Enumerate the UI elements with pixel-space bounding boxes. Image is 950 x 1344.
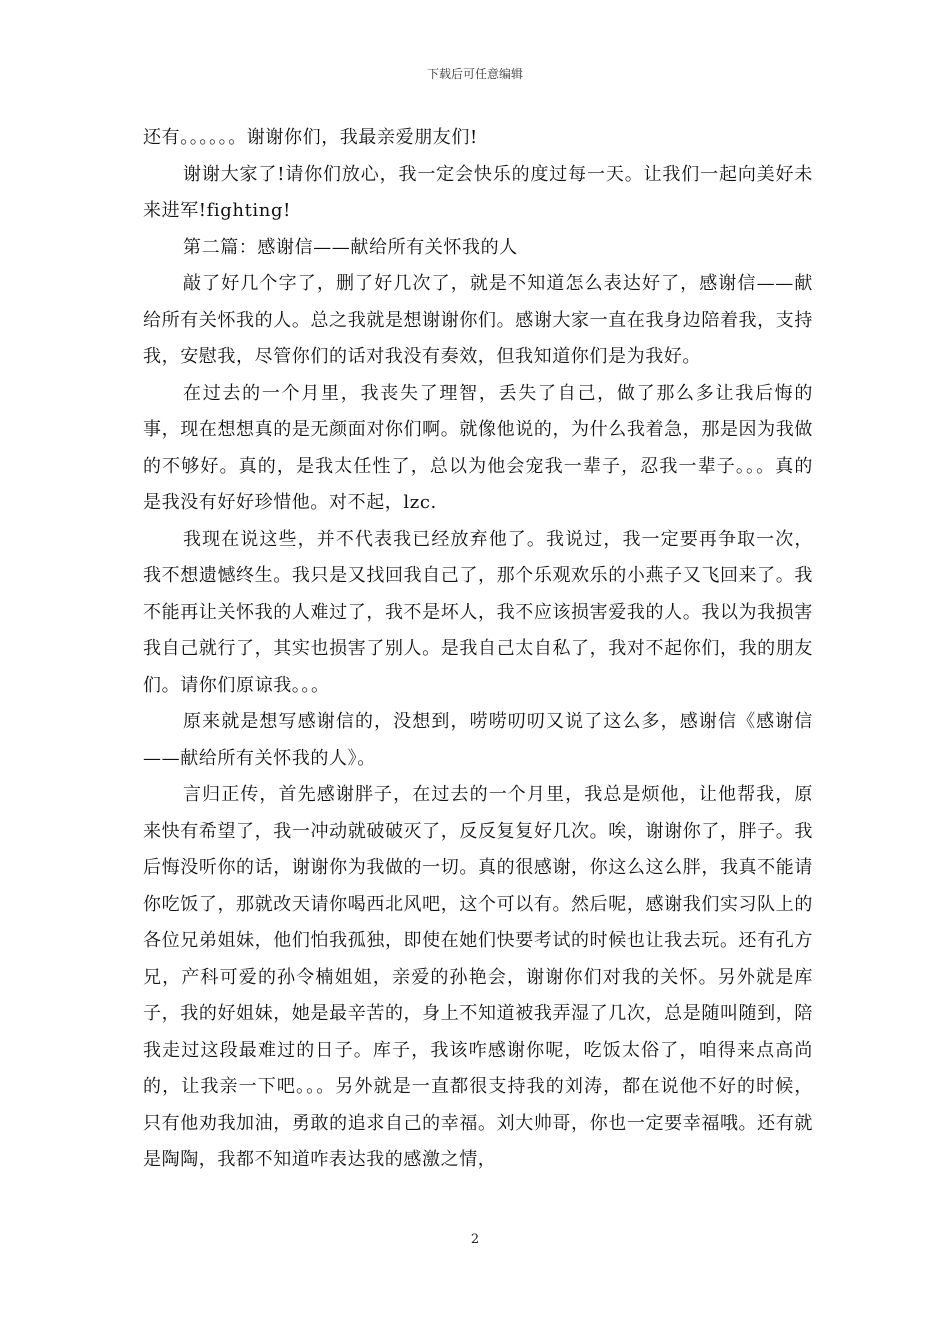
- paragraph: 原来就是想写感谢信的，没想到，唠唠叨叨又说了这么多，感谢信《感谢信——献给所有关怀我的人》。: [143, 711, 813, 769]
- page-number: 2: [470, 1232, 480, 1247]
- paragraph: 在过去的一个月里，我丧失了理智，丢失了自己，做了那么多让我后悔的事，现在想想真的是无颜面对你们啊。就像他说的，为什么我着急，那是因为我做的不够好。真的，是我太任性了，总以为他会宠我一辈子，忍我一辈子。。。真的是我没有好好珍惜他。对不起，lzc.: [143, 382, 813, 513]
- page-header: 下载后可任意编辑: [426, 67, 523, 81]
- document-body: [143, 120, 813, 1179]
- paragraph: 还有。。。。。。谢谢你们，我最亲爱朋友们!: [143, 127, 478, 148]
- paragraph: 敲了好几个字了，删了好几次了，就是不知道怎么表达好了，感谢信——献给所有关怀我的人。总之我就是想谢谢你们。感谢大家一直在我身边陪着我，支持我，安慰我，尽管你们的话对我没有奏效，但我知道你们是为我好。: [143, 273, 813, 367]
- section-heading: 第二篇：感谢信——献给所有关怀我的人: [183, 236, 518, 258]
- paragraph: 言归正传，首先感谢胖子，在过去的一个月里，我总是烦他，让他帮我，原来快有希望了，我一冲动就破破灭了，反反复复好几次。唉，谢谢你了，胖子。我后悔没听你的话，谢谢你为我做的一切。真的很感谢，你这么这么胖，我真不能请你吃饭了，那就改天请你喝西北风吧，这个可以有。然后呢，感谢我们实习队上的各位兄弟姐妹，他们怕我孤独，即使在她们快要考试的时候也让我去玩。还有孔方兄，产科可爱的孙令楠姐姐，亲爱的孙艳会，谢谢你们对我的关怀。另外就是库子，我的好姐妹，她是最辛苦的，身上不知道被我弄湿了几次，总是随叫随到，陪我走过这段最难过的日子。库子，我该咋感谢你呢，吃饭太俗了，咱得来点高尚的，让我亲一下吧。。。另外就是一直都很支持我的刘涛，都在说他不好的时候，只有他劝我加油，勇敢的追求自己的幸福。刘大帅哥，你也一定要幸福哦。还有就是陶陶，我都不知道咋表达我的感激之情，: [143, 784, 813, 1170]
- paragraph: 我现在说这些，并不代表我已经放弃他了。我说过，我一定要再争取一次，我不想遗憾终生。我只是又找回我自己了，那个乐观欢乐的小燕子又飞回来了。我不能再让关怀我的人难过了，我不是坏人，我不应该损害爱我的人。我以为我损害我自己就行了，其实也损害了别人。是我自己太自私了，我对不起你们，我的朋友们。请你们原谅我。。。: [143, 528, 813, 696]
- paragraph: 谢谢大家了!请你们放心，我一定会快乐的度过每一天。让我们一起向美好未来进军!fighting!: [143, 163, 813, 221]
